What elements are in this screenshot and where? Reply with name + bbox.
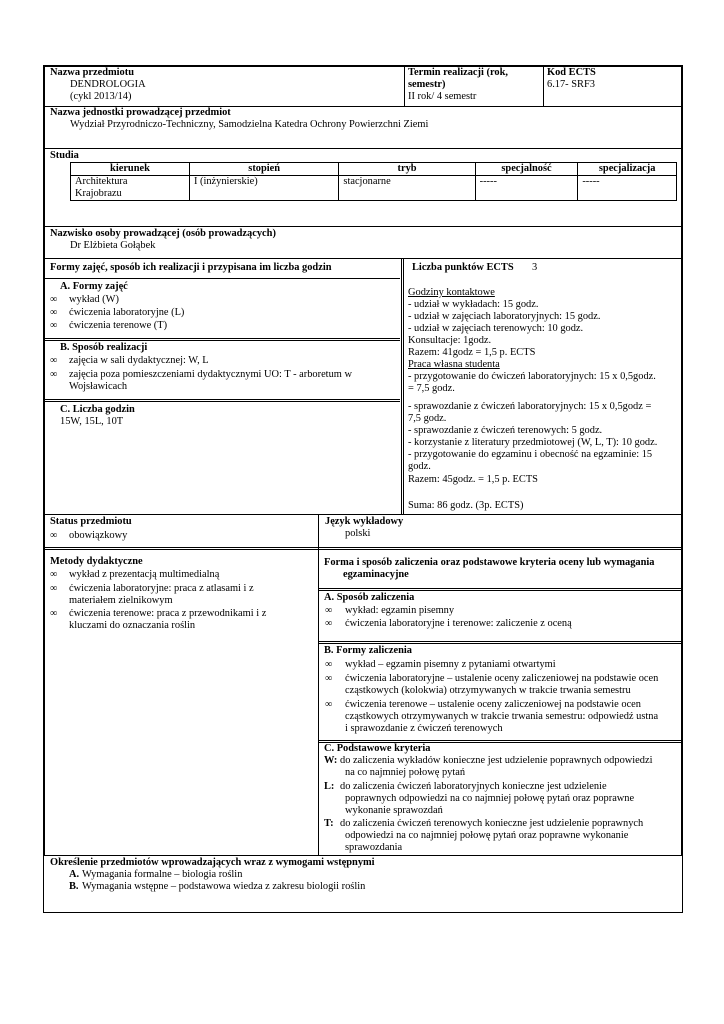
methods-label: Metody dydaktyczne [50, 556, 143, 567]
bullet-icon: ∞ [50, 320, 58, 331]
ects-contact-line: - udział w zajęciach terenowych: 10 godz. [408, 323, 584, 334]
ects-contact-line: - udział w wykładach: 15 godz. [408, 299, 539, 310]
bullet-icon: ∞ [50, 530, 58, 541]
assessment-b-item-cont: i sprawozdanie z ćwiczeń terenowych [345, 723, 503, 734]
assessment-b-item: wykład – egzamin pisemny z pytaniami otwartymi [345, 659, 556, 670]
criteria-key-t: T: [324, 818, 334, 829]
ects-self-line: - sprawozdanie z ćwiczeń laboratoryjnych: 15 x 0,5godz = [408, 401, 652, 412]
term-value: II rok/ 4 semestr [408, 91, 477, 102]
criteria-key-l: L: [324, 781, 335, 792]
studies-table [70, 162, 677, 201]
prereq-label: Określenie przedmiotów wprowadzających wraz z wymogami wstępnymi [50, 857, 375, 868]
assessment-b-label: B. Formy zaliczenia [324, 645, 413, 656]
divider [44, 547, 682, 550]
ects-contact-heading: Godziny kontaktowe [408, 287, 495, 298]
prereq-b-key: B. [69, 881, 79, 892]
forms-b-label: B. Sposób realizacji [60, 342, 148, 353]
prereq-b-value: Wymagania wstępne – podstawowa wiedza z zakresu biologii roślin [82, 881, 366, 892]
bullet-icon: ∞ [50, 369, 58, 380]
bullet-icon: ∞ [50, 583, 58, 594]
criteria-w-cont: na co najmniej połowę pytań [345, 767, 466, 778]
bullet-icon: ∞ [50, 608, 58, 619]
forms-a-item: ćwiczenia terenowe (T) [69, 320, 168, 331]
divider [44, 226, 682, 227]
cell-kierunek: Architektura Krajobrazu [71, 176, 190, 201]
ects-self-line: = 7,5 godz. [408, 383, 455, 394]
methods-item: wykład z prezentacją multimedialną [69, 569, 220, 580]
bullet-icon: ∞ [50, 294, 58, 305]
methods-item-cont: materiałem zielnikowym [69, 595, 173, 606]
divider [319, 641, 682, 644]
col-specjalnosc: specjalność [475, 163, 578, 176]
ects-self-line: - korzystanie z literatury przedmiotowej (W, L, T): 10 godz. [408, 437, 658, 448]
ects-self-line: godz. [408, 461, 431, 472]
ects-code-label: Kod ECTS [547, 67, 596, 78]
criteria-key-w: W: [324, 755, 338, 766]
bullet-icon: ∞ [50, 569, 58, 580]
col-specjalizacja: specjalizacja [578, 163, 677, 176]
language-label: Język wykładowy [325, 516, 404, 527]
methods-item: ćwiczenia terenowe: praca z przewodnikami i z [69, 608, 267, 619]
ects-self-line: 7,5 godz. [408, 413, 447, 424]
language-value: polski [345, 528, 371, 539]
criteria-t-cont: odpowiedzi na co najmniej połowę pytań oraz poprawne wykonanie [345, 830, 629, 841]
divider [44, 258, 682, 259]
divider [44, 278, 400, 279]
divider [318, 515, 319, 913]
criteria-t: do zaliczenia ćwiczeń terenowych konieczne jest udzielenie poprawnych [340, 818, 644, 829]
methods-item: ćwiczenia laboratoryjne: praca z atlasami i z [69, 583, 254, 594]
assessment-a-label: A. Sposób zaliczenia [324, 592, 415, 603]
divider [319, 588, 682, 591]
divider [44, 148, 682, 149]
teacher-value: Dr Elżbieta Gołąbek [70, 240, 156, 251]
forms-c-label: C. Liczba godzin [60, 404, 135, 415]
bullet-icon: ∞ [325, 673, 333, 684]
status-label: Status przedmiotu [50, 516, 132, 527]
ects-label: Liczba punktów ECTS [412, 262, 514, 273]
prereq-a-value: Wymagania formalne – biologia roślin [82, 869, 243, 880]
unit-label: Nazwa jednostki prowadzącej przedmiot [50, 107, 231, 118]
ects-self-heading: Praca własna studenta [408, 359, 500, 370]
teacher-label: Nazwisko osoby prowadzącej (osób prowadzących) [50, 228, 276, 239]
forms-a-item: ćwiczenia laboratoryjne (L) [69, 307, 185, 318]
methods-item-cont: kluczami do oznaczania roślin [69, 620, 196, 631]
forms-a-label: A. Formy zajęć [60, 281, 128, 292]
ects-code-value: 6.17- SRF3 [547, 79, 595, 90]
status-value: obowiązkowy [69, 530, 128, 541]
divider [401, 259, 404, 515]
prereq-a-key: A. [69, 869, 80, 880]
criteria-w: do zaliczenia wykładów konieczne jest udzielenie poprawnych odpowiedzi [340, 755, 653, 766]
assessment-title-cont: egzaminacyjne [343, 569, 409, 580]
assessment-title: Forma i sposób zaliczenia oraz podstawowe kryteria oceny lub wymagania [324, 557, 655, 568]
assessment-b-item: ćwiczenia laboratoryjne – ustalenie oceny zaliczeniowej na podstawie ocen [345, 673, 659, 684]
subject-label: Nazwa przedmiotu [50, 67, 134, 78]
ects-self-line: - sprawozdanie z ćwiczeń terenowych: 5 godz. [408, 425, 603, 436]
bullet-icon: ∞ [325, 605, 333, 616]
ects-self-line: - przygotowanie do egzaminu i obecność na egzaminie: 15 [408, 449, 653, 460]
term-label-2: semestr) [408, 79, 446, 90]
ects-sum: Suma: 86 godz. (3p. ECTS) [408, 500, 524, 511]
forms-b-item: zajęcia poza pomieszczeniami dydaktycznymi UO: T - arboretum w [69, 369, 352, 380]
bullet-icon: ∞ [50, 307, 58, 318]
divider [543, 66, 544, 106]
studies-label: Studia [50, 150, 79, 161]
bullet-icon: ∞ [325, 659, 333, 670]
assessment-b-item-cont: cząstkowych otrzymywanych w trakcie trwania semestru: odpowiedź ustna [345, 711, 659, 722]
bullet-icon: ∞ [50, 355, 58, 366]
divider [44, 338, 400, 341]
assessment-a-item: ćwiczenia laboratoryjne i terenowe: zaliczenie z oceną [345, 618, 572, 629]
bullet-icon: ∞ [325, 699, 333, 710]
cell-specjalnosc: ----- [475, 176, 578, 201]
studies-header-row [71, 163, 677, 176]
ects-self-line: Razem: 45godz. = 1,5 p. ECTS [408, 474, 538, 485]
cell-specjalizacja: ----- [578, 176, 677, 201]
forms-a-item: wykład (W) [69, 294, 119, 305]
assessment-b-item: ćwiczenia terenowe – ustalenie oceny zaliczeniowej na podstawie ocen [345, 699, 641, 710]
ects-contact-line: Konsultacje: 1godz. [408, 335, 492, 346]
ects-contact-line: - udział w zajęciach laboratoryjnych: 15 godz. [408, 311, 601, 322]
studies-data-row [71, 176, 677, 201]
forms-b-item: zajęcia w sali dydaktycznej: W, L [69, 355, 209, 366]
assessment-a-item: wykład: egzamin pisemny [345, 605, 455, 616]
criteria-t-cont: sprawozdania [345, 842, 403, 853]
subject-cycle: (cykl 2013/14) [70, 91, 132, 102]
subject-name: DENDROLOGIA [70, 79, 146, 90]
divider [404, 66, 405, 106]
forms-c-value: 15W, 15L, 10T [60, 416, 124, 427]
col-stopien: stopień [189, 163, 338, 176]
cell-stopien: I (inżynierskie) [189, 176, 338, 201]
col-kierunek: kierunek [71, 163, 190, 176]
cell-tryb: stacjonarne [339, 176, 475, 201]
assessment-c-label: C. Podstawowe kryteria [324, 743, 431, 754]
term-label-1: Termin realizacji (rok, [408, 67, 508, 78]
ects-value: 3 [532, 262, 538, 273]
col-tryb: tryb [339, 163, 475, 176]
divider [44, 514, 682, 515]
forms-b-item-cont: Wojsławicach [69, 381, 128, 392]
divider [44, 399, 400, 402]
unit-value: Wydział Przyrodniczo-Techniczny, Samodzielna Katedra Ochrony Powierzchni Ziemi [70, 119, 429, 130]
ects-self-line: - przygotowanie do ćwiczeń laboratoryjnych: 15 x 0,5godz. [408, 371, 656, 382]
ects-contact-line: Razem: 41godz = 1,5 p. ECTS [408, 347, 536, 358]
criteria-l-cont: wykonanie sprawozdań [345, 805, 443, 816]
forms-title: Formy zajęć, sposób ich realizacji i przypisana im liczba godzin [50, 262, 332, 273]
assessment-b-item-cont: cząstkowych (kolokwia) otrzymywanych w trakcie trwania semestru [345, 685, 631, 696]
criteria-l: do zaliczenia ćwiczeń laboratoryjnych konieczne jest udzielenie [340, 781, 607, 792]
bullet-icon: ∞ [325, 618, 333, 629]
criteria-l-cont: poprawnych odpowiedzi na co najmniej połowę pytań oraz poprawne [345, 793, 635, 804]
